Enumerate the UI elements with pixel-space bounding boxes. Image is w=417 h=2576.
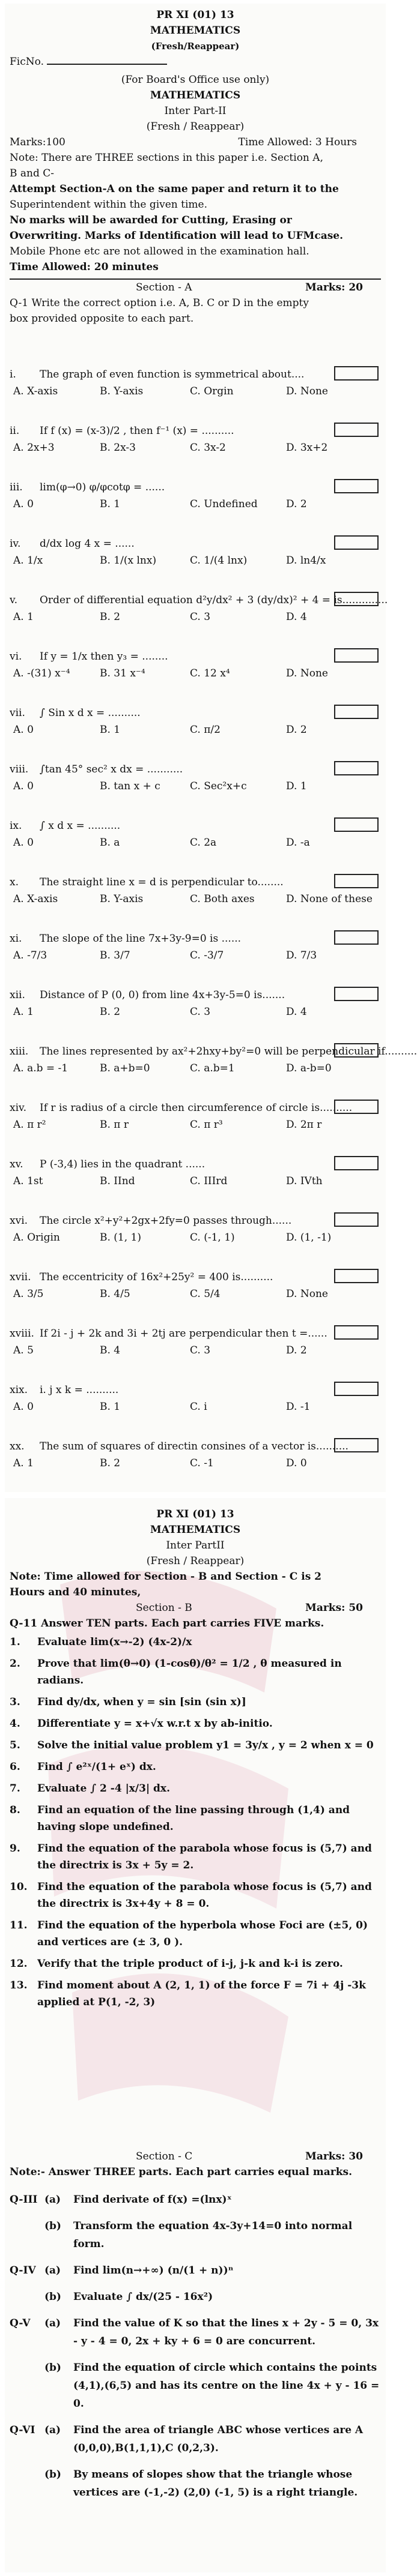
question-number bbox=[10, 2466, 44, 2502]
mcq-option: C. Orgin bbox=[190, 385, 234, 397]
section-b-item bbox=[10, 1802, 381, 1835]
mcq-option: B. 4/5 bbox=[100, 1288, 130, 1300]
mcq-options bbox=[10, 778, 381, 799]
mcq-option: C. Both axes bbox=[190, 893, 255, 905]
answer-box[interactable] bbox=[334, 1325, 379, 1340]
mcq-question bbox=[10, 648, 381, 665]
mcq-option: B. 2x-3 bbox=[100, 442, 136, 454]
mcq-option: B. IInd bbox=[100, 1175, 135, 1187]
item-text: Find the area of triangle ABC whose vertices are A (0,0,0),B(1,1,1),C (0,2,3). bbox=[73, 2424, 364, 2454]
paper2-exam: (Fresh / Reappear) bbox=[146, 1555, 245, 1567]
mcq-option: C. -1 bbox=[190, 1457, 214, 1469]
mcq-option: B. 2 bbox=[100, 611, 121, 623]
section-c-label: Section - C bbox=[136, 2150, 193, 2162]
q1-intro: Q-1 Write the correct option i.e. A, B. C or D in the empty bbox=[10, 297, 309, 309]
mcq-options bbox=[10, 891, 381, 912]
mcq-text: The eccentricity of 16x²+25y² = 400 is.......... bbox=[40, 1271, 273, 1283]
total-marks: Marks:100 bbox=[10, 136, 65, 148]
item-text: Find ∫ e²ˣ/(1+ eˣ) dx. bbox=[37, 1761, 156, 1773]
item-text: Find an equation of the line passing through (1,4) and having slope undefined. bbox=[37, 1804, 350, 1833]
mcq-options bbox=[10, 665, 381, 687]
mcq-number: vii. bbox=[10, 707, 25, 719]
item-number: 7. bbox=[10, 1783, 20, 1795]
mcq-text: If y = 1/x then y₃ = ........ bbox=[40, 651, 168, 663]
mcq-option: C. 3 bbox=[190, 611, 211, 623]
mcq-text: ∫tan 45° sec² x dx = ........... bbox=[40, 763, 183, 775]
mcq-option: B. 1 bbox=[100, 724, 121, 736]
answer-box[interactable] bbox=[334, 366, 379, 381]
item-text: Differentiate y = x+√x w.r.t x by ab-initio. bbox=[37, 1718, 273, 1730]
mcq-text: The sum of squares of directin consines of a vector is.......... bbox=[40, 1440, 349, 1452]
part-label: Inter Part-II bbox=[164, 105, 227, 117]
section-b-item bbox=[10, 1780, 381, 1797]
mcq-option: B. a+b=0 bbox=[100, 1062, 150, 1074]
part-label: (b) bbox=[44, 2291, 61, 2303]
mcq-option: C. 5/4 bbox=[190, 1288, 221, 1300]
mcq-option: A. 0 bbox=[13, 724, 34, 736]
answer-box[interactable] bbox=[334, 930, 379, 945]
mcq-text: The lines represented by ax²+2hxy+by²=0 will be perpendicular if.......... bbox=[40, 1046, 417, 1058]
mcq-option: A. 2x+3 bbox=[13, 442, 55, 454]
answer-box[interactable] bbox=[334, 1212, 379, 1227]
answer-box[interactable] bbox=[334, 592, 379, 606]
mcq-text: ∫ x d x = .......... bbox=[40, 820, 121, 832]
note-2: Attempt Section-A on the same paper and return it to the bbox=[10, 183, 339, 195]
mcq-question bbox=[10, 1438, 381, 1455]
question-number: Q-III bbox=[10, 2194, 38, 2206]
mcq-text: d/dx log 4 x = ...... bbox=[40, 538, 135, 550]
mcq-list bbox=[10, 366, 417, 1494]
mcq-text: If 2i - j + 2k and 3i + 2tj are perpendicular then t =...... bbox=[40, 1328, 327, 1340]
mcq-question bbox=[10, 1100, 381, 1116]
mcq-option: C. IIIrd bbox=[190, 1175, 228, 1187]
subject-title: MATHEMATICS bbox=[150, 25, 241, 37]
answer-box[interactable] bbox=[334, 1269, 379, 1283]
section-c-list bbox=[10, 2191, 381, 2510]
marks-row bbox=[10, 134, 381, 150]
mcq-question bbox=[10, 874, 381, 891]
mcq-option: B. 1/(x lnx) bbox=[100, 555, 157, 567]
paper2-code: PR XI (01) 13 bbox=[156, 1508, 234, 1520]
q11-intro: Q-11 Answer TEN parts. Each part carries FIVE marks. bbox=[10, 1618, 324, 1630]
section-c-header bbox=[10, 2149, 381, 2180]
mcq-option: D. -1 bbox=[286, 1401, 311, 1413]
mcq-option: C. 2a bbox=[190, 837, 217, 849]
mcq-option: D. IVth bbox=[286, 1175, 323, 1187]
item-number: 9. bbox=[10, 1843, 20, 1855]
fic-label: FicNo. bbox=[10, 56, 44, 68]
mcq-option: D. (1, -1) bbox=[286, 1232, 332, 1244]
mcq-options bbox=[10, 1286, 381, 1307]
paper2-part: Inter PartII bbox=[166, 1539, 225, 1551]
item-text: Prove that lim(θ→0) (1-cosθ)/θ² = 1/2 , θ measured in radians. bbox=[37, 1658, 342, 1687]
mcq-text: ∫ Sin x d x = .......... bbox=[40, 707, 141, 719]
mcq-text: The straight line x = d is perpendicular to........ bbox=[40, 876, 284, 888]
paper1-header bbox=[10, 7, 381, 327]
item-text: Find derivate of f(x) =(lnx)ˣ bbox=[73, 2194, 232, 2206]
mcq-options bbox=[10, 1229, 381, 1251]
mcq-question bbox=[10, 1269, 381, 1286]
item-number: 5. bbox=[10, 1739, 20, 1751]
part-label: (a) bbox=[44, 2317, 61, 2329]
mcq-option: C. 12 x⁴ bbox=[190, 667, 230, 679]
item-text: Transform the equation 4x-3y+14=0 into normal form. bbox=[73, 2220, 353, 2250]
item-text: By means of slopes show that the triangle whose vertices are (-1,-2) (2,0) (-1, 5) is a right triangle. bbox=[73, 2469, 358, 2499]
exam-type: (Fresh/Reappear) bbox=[151, 41, 240, 52]
mcq-option: A. 1/x bbox=[13, 555, 43, 567]
paper2-note-b: Hours and 40 minutes, bbox=[10, 1586, 141, 1598]
mcq-option: D. 2 bbox=[286, 1344, 307, 1356]
mcq-text: Order of differential equation d²y/dx² + 3 (dy/dx)² + 4 = is.............. bbox=[40, 594, 388, 606]
part-label: (b) bbox=[44, 2220, 61, 2232]
item-text: Find the equation of the parabola whose focus is (5,7) and the directrix is 3x+4y + 8 = 0. bbox=[37, 1881, 372, 1910]
mcq-text: If r is radius of a circle then circumference of circle is.......... bbox=[40, 1102, 353, 1114]
time-allowed: Time Allowed: 3 Hours bbox=[238, 136, 357, 148]
mcq-option: A. 0 bbox=[13, 780, 34, 792]
mcq-option: B. (1, 1) bbox=[100, 1232, 142, 1244]
mcq-option: A. 0 bbox=[13, 1401, 34, 1413]
mcq-option: C. 3x-2 bbox=[190, 442, 226, 454]
section-b-item bbox=[10, 1917, 381, 1951]
mcq-number: xvii. bbox=[10, 1271, 31, 1283]
mcq-question bbox=[10, 366, 381, 383]
mcq-text: The circle x²+y²+2gx+2fy=0 passes through...... bbox=[40, 1215, 292, 1227]
answer-box[interactable] bbox=[334, 817, 379, 832]
item-number: 4. bbox=[10, 1718, 20, 1730]
section-b-item bbox=[10, 1955, 381, 1972]
item-number: 3. bbox=[10, 1696, 20, 1708]
note-4: Mobile Phone etc are not allowed in the examination hall. bbox=[10, 245, 309, 257]
mcq-option: D. ln4/x bbox=[286, 555, 326, 567]
section-b-item bbox=[10, 1977, 381, 2011]
item-text: Find the value of K so that the lines x + 2y - 5 = 0, 3x - y - 4 = 0, 2x + ky + 6 = 0 are concurrent. bbox=[73, 2317, 379, 2347]
mcq-options bbox=[10, 609, 381, 630]
mcq-question bbox=[10, 592, 388, 609]
exam-type-2: (Fresh / Reappear) bbox=[146, 121, 245, 133]
mcq-option: A. π r² bbox=[13, 1119, 46, 1131]
mcq-question bbox=[10, 479, 381, 496]
item-number: 6. bbox=[10, 1761, 20, 1773]
question-number bbox=[10, 2217, 44, 2253]
mcq-option: B. 2 bbox=[100, 1457, 121, 1469]
section-b-marks: Marks: 50 bbox=[305, 1602, 363, 1614]
answer-box[interactable] bbox=[334, 423, 379, 437]
mcq-option: D. 2 bbox=[286, 724, 307, 736]
mcq-option: B. Y-axis bbox=[100, 893, 144, 905]
item-text: Find the equation of the hyperbola whose Foci are (±5, 0) and vertices are (± 3, 0 ). bbox=[37, 1919, 368, 1948]
question-number bbox=[10, 2288, 44, 2306]
part-label: (a) bbox=[44, 2424, 61, 2436]
item-text: Find the equation of circle which contains the points (4,1),(6,5) and has its centre on the line 4x + y - 16 = 0. bbox=[73, 2362, 380, 2410]
answer-box[interactable] bbox=[334, 1438, 379, 1452]
mcq-option: C. a.b=1 bbox=[190, 1062, 235, 1074]
mcq-options bbox=[10, 721, 381, 743]
mcq-number: x. bbox=[10, 876, 19, 888]
mcq-number: xiv. bbox=[10, 1102, 27, 1114]
paper2-note: Note: Time allowed for Section - B and Section - C is 2 bbox=[10, 1571, 322, 1583]
mcq-number: iii. bbox=[10, 481, 23, 493]
note-1b: B and C- bbox=[10, 167, 55, 179]
mcq-option: A. Origin bbox=[13, 1232, 60, 1244]
mcq-question bbox=[10, 930, 381, 947]
mcq-number: v. bbox=[10, 594, 17, 606]
mcq-option: A. 0 bbox=[13, 498, 34, 510]
mcq-number: iv. bbox=[10, 538, 21, 550]
mcq-number: viii. bbox=[10, 763, 29, 775]
mcq-option: B. 2 bbox=[100, 1006, 121, 1018]
mcq-option: B. 31 x⁻⁴ bbox=[100, 667, 145, 679]
mcq-option: A. a.b = -1 bbox=[13, 1062, 68, 1074]
mcq-option: A. 3/5 bbox=[13, 1288, 44, 1300]
part-label: (b) bbox=[44, 2469, 61, 2481]
mcq-option: A. 5 bbox=[13, 1344, 34, 1356]
answer-box[interactable] bbox=[334, 479, 379, 493]
note-3: No marks will be awarded for Cutting, Erasing or bbox=[10, 214, 292, 226]
mcq-options bbox=[10, 1173, 381, 1194]
section-c-item bbox=[10, 2466, 381, 2502]
mcq-question bbox=[10, 987, 381, 1004]
section-b-item bbox=[10, 1737, 381, 1754]
mcq-number: xix. bbox=[10, 1384, 28, 1396]
mcq-option: D. None of these bbox=[286, 893, 373, 905]
mcq-options bbox=[10, 834, 381, 856]
mcq-option: D. None bbox=[286, 667, 328, 679]
answer-box[interactable] bbox=[334, 1043, 379, 1058]
part-label: (b) bbox=[44, 2362, 61, 2374]
answer-box[interactable] bbox=[334, 705, 379, 719]
part-label: (a) bbox=[44, 2194, 61, 2206]
section-b-item bbox=[10, 1655, 381, 1689]
question-number: Q-VI bbox=[10, 2424, 35, 2436]
question-number: Q-V bbox=[10, 2317, 31, 2329]
item-text: Evaluate ∫ 2 -4 |x/3| dx. bbox=[37, 1783, 170, 1795]
answer-box[interactable] bbox=[334, 987, 379, 1001]
answer-box[interactable] bbox=[334, 535, 379, 550]
mcq-option: B. Y-axis bbox=[100, 385, 144, 397]
q1-intro-b: box provided opposite to each part. bbox=[10, 313, 194, 325]
mcq-option: A. 1st bbox=[13, 1175, 43, 1187]
section-b-label: Section - B bbox=[136, 1602, 192, 1614]
mcq-number: xii. bbox=[10, 989, 25, 1001]
mcq-option: A. X-axis bbox=[13, 385, 58, 397]
mcq-question bbox=[10, 423, 381, 439]
section-a-heading bbox=[10, 280, 381, 295]
mcq-option: B. 1 bbox=[100, 498, 121, 510]
mcq-option: C. Sec²x+c bbox=[190, 780, 247, 792]
item-text: Evaluate ∫ dx/(25 - 16x²) bbox=[73, 2291, 213, 2303]
mcq-option: B. 3/7 bbox=[100, 949, 130, 961]
mcq-text: P (-3,4) lies in the quadrant ...... bbox=[40, 1158, 205, 1170]
mcq-option: C. 1/(4 lnx) bbox=[190, 555, 248, 567]
section-c-note: Note:- Answer THREE parts. Each part carries equal marks. bbox=[10, 2166, 352, 2178]
mcq-text: lim(φ→0) φ/φcotφ = ...... bbox=[40, 481, 165, 493]
section-c-item bbox=[10, 2288, 381, 2306]
section-b-item bbox=[10, 1634, 381, 1651]
mcq-option: C. 3 bbox=[190, 1344, 211, 1356]
section-b-item bbox=[10, 1694, 381, 1711]
mcq-question bbox=[10, 817, 381, 834]
item-text: Evaluate lim(x→-2) (4x-2)/x bbox=[37, 1636, 192, 1648]
mcq-option: D. a-b=0 bbox=[286, 1062, 332, 1074]
note-1: Note: There are THREE sections in this paper i.e. Section A, bbox=[10, 152, 323, 164]
mcq-number: xviii. bbox=[10, 1328, 34, 1340]
mcq-number: ii. bbox=[10, 425, 20, 437]
mcq-number: xiii. bbox=[10, 1046, 29, 1058]
item-number: 8. bbox=[10, 1804, 20, 1816]
section-c-item bbox=[10, 2191, 381, 2209]
mcq-options bbox=[10, 1398, 381, 1420]
mcq-option: A. -(31) x⁻⁴ bbox=[13, 667, 70, 679]
answer-box[interactable] bbox=[334, 761, 379, 775]
mcq-text: i. j x k = .......... bbox=[40, 1384, 119, 1396]
item-text: Find moment about A (2, 1, 1) of the force F = 7i + 4j -3k applied at P(1, -2, 3) bbox=[37, 1979, 366, 2008]
mcq-option: D. 2 bbox=[286, 498, 307, 510]
mcq-option: D. 1 bbox=[286, 780, 307, 792]
mcq-option: D. -a bbox=[286, 837, 310, 849]
mcq-option: C. π/2 bbox=[190, 724, 221, 736]
item-text: Solve the initial value problem y1 = 3y/x , y = 2 when x = 0 bbox=[37, 1739, 374, 1751]
section-b-item bbox=[10, 1759, 381, 1775]
mcq-option: C. -3/7 bbox=[190, 949, 224, 961]
mcq-option: D. None bbox=[286, 1288, 328, 1300]
subject-title-2: MATHEMATICS bbox=[150, 89, 241, 101]
mcq-number: xvi. bbox=[10, 1215, 28, 1227]
item-text: Find lim(n→+∞) (n/(1 + n))ⁿ bbox=[73, 2265, 234, 2277]
mcq-options bbox=[10, 383, 381, 405]
mcq-option: C. Undefined bbox=[190, 498, 258, 510]
mcq-option: B. 4 bbox=[100, 1344, 121, 1356]
mcq-options bbox=[10, 1060, 381, 1082]
section-a-label: Section - A bbox=[136, 281, 192, 293]
mcq-options bbox=[10, 947, 381, 969]
answer-box[interactable] bbox=[334, 1156, 379, 1170]
mcq-option: C. i bbox=[190, 1401, 207, 1413]
question-number: Q-IV bbox=[10, 2265, 36, 2277]
item-number: 1. bbox=[10, 1636, 20, 1648]
mcq-question bbox=[10, 1212, 381, 1229]
mcq-question bbox=[10, 1156, 381, 1173]
mcq-text: The graph of even function is symmetrical about.... bbox=[40, 369, 305, 381]
time-section-a: Time Allowed: 20 minutes bbox=[10, 261, 159, 273]
mcq-option: C. (-1, 1) bbox=[190, 1232, 235, 1244]
answer-box[interactable] bbox=[334, 1382, 379, 1396]
mcq-number: xv. bbox=[10, 1158, 23, 1170]
mcq-question bbox=[10, 1382, 381, 1398]
mcq-option: B. tan x + c bbox=[100, 780, 160, 792]
mcq-number: ix. bbox=[10, 820, 22, 832]
mcq-option: A. 0 bbox=[13, 837, 34, 849]
section-c-item bbox=[10, 2421, 381, 2457]
section-c-item bbox=[10, 2217, 381, 2253]
paper2-header bbox=[10, 1506, 381, 1631]
mcq-text: If f (x) = (x-3)/2 , then f⁻¹ (x) = .......... bbox=[40, 425, 234, 437]
paper2-subject: MATHEMATICS bbox=[150, 1524, 241, 1536]
answer-box[interactable] bbox=[334, 648, 379, 663]
section-b-item bbox=[10, 1840, 381, 1874]
section-b-heading bbox=[10, 1600, 381, 1616]
part-label: (a) bbox=[44, 2265, 61, 2277]
section-c-heading bbox=[10, 2149, 381, 2164]
mcq-option: D. 0 bbox=[286, 1457, 307, 1469]
mcq-options bbox=[10, 1004, 381, 1025]
item-number: 10. bbox=[10, 1881, 28, 1893]
item-text: Find the equation of the parabola whose focus is (5,7) and the directrix is 3x + 5y = 2. bbox=[37, 1843, 372, 1871]
mcq-option: D. None bbox=[286, 385, 328, 397]
section-b-item bbox=[10, 1715, 381, 1732]
mcq-option: C. π r³ bbox=[190, 1119, 223, 1131]
mcq-option: D. 7/3 bbox=[286, 949, 317, 961]
item-text: Verify that the triple product of i-j, j-k and k-i is zero. bbox=[37, 1958, 343, 1970]
mcq-options bbox=[10, 1342, 381, 1364]
mcq-options bbox=[10, 496, 381, 517]
mcq-option: B. a bbox=[100, 837, 120, 849]
mcq-option: D. 4 bbox=[286, 611, 307, 623]
note-2b: Superintendent within the given time. bbox=[10, 199, 208, 211]
note-3b: Overwriting. Marks of Identification will lead to UFMcase. bbox=[10, 230, 344, 242]
section-b-item bbox=[10, 1879, 381, 1912]
mcq-question bbox=[10, 1043, 417, 1060]
mcq-text: The slope of the line 7x+3y-9=0 is ...... bbox=[40, 933, 242, 945]
mcq-options bbox=[10, 439, 381, 461]
mcq-question bbox=[10, 535, 381, 552]
mcq-option: A. 1 bbox=[13, 1006, 34, 1018]
mcq-option: A. X-axis bbox=[13, 893, 58, 905]
section-c-item bbox=[10, 2314, 381, 2350]
mcq-option: A. 1 bbox=[13, 1457, 34, 1469]
question-number bbox=[10, 2359, 44, 2413]
item-number: 13. bbox=[10, 1979, 28, 1991]
mcq-options bbox=[10, 552, 381, 574]
section-c-item bbox=[10, 2359, 381, 2413]
mcq-question bbox=[10, 761, 381, 778]
mcq-option: A. -7/3 bbox=[13, 949, 47, 961]
item-number: 2. bbox=[10, 1658, 20, 1670]
mcq-option: B. 1 bbox=[100, 1401, 121, 1413]
mcq-option: D. 3x+2 bbox=[286, 442, 328, 454]
answer-box[interactable] bbox=[334, 874, 379, 888]
answer-box[interactable] bbox=[334, 1100, 379, 1114]
section-c-marks: Marks: 30 bbox=[305, 2150, 363, 2162]
office-note: (For Board's Office use only) bbox=[121, 74, 270, 86]
mcq-option: D. 4 bbox=[286, 1006, 307, 1018]
section-b-list bbox=[10, 1634, 381, 2015]
mcq-option: D. 2π r bbox=[286, 1119, 322, 1131]
item-text: Find dy/dx, when y = sin [sin (sin x)] bbox=[37, 1696, 246, 1708]
mcq-number: xi. bbox=[10, 933, 22, 945]
section-c-item bbox=[10, 2262, 381, 2280]
mcq-number: vi. bbox=[10, 651, 22, 663]
paper-code: PR XI (01) 13 bbox=[156, 9, 234, 21]
mcq-options bbox=[10, 1455, 381, 1476]
mcq-option: C. 3 bbox=[190, 1006, 211, 1018]
mcq-option: A. 1 bbox=[13, 611, 34, 623]
mcq-question bbox=[10, 1325, 381, 1342]
item-number: 11. bbox=[10, 1919, 28, 1931]
mcq-options bbox=[10, 1116, 381, 1138]
fic-row bbox=[10, 54, 381, 72]
mcq-number: i. bbox=[10, 369, 16, 381]
mcq-number: xx. bbox=[10, 1440, 25, 1452]
mcq-text: Distance of P (0, 0) from line 4x+3y-5=0 is....... bbox=[40, 989, 285, 1001]
mcq-question bbox=[10, 705, 381, 721]
section-a-marks: Marks: 20 bbox=[305, 281, 363, 293]
mcq-option: B. π r bbox=[100, 1119, 129, 1131]
item-number: 12. bbox=[10, 1958, 28, 1970]
